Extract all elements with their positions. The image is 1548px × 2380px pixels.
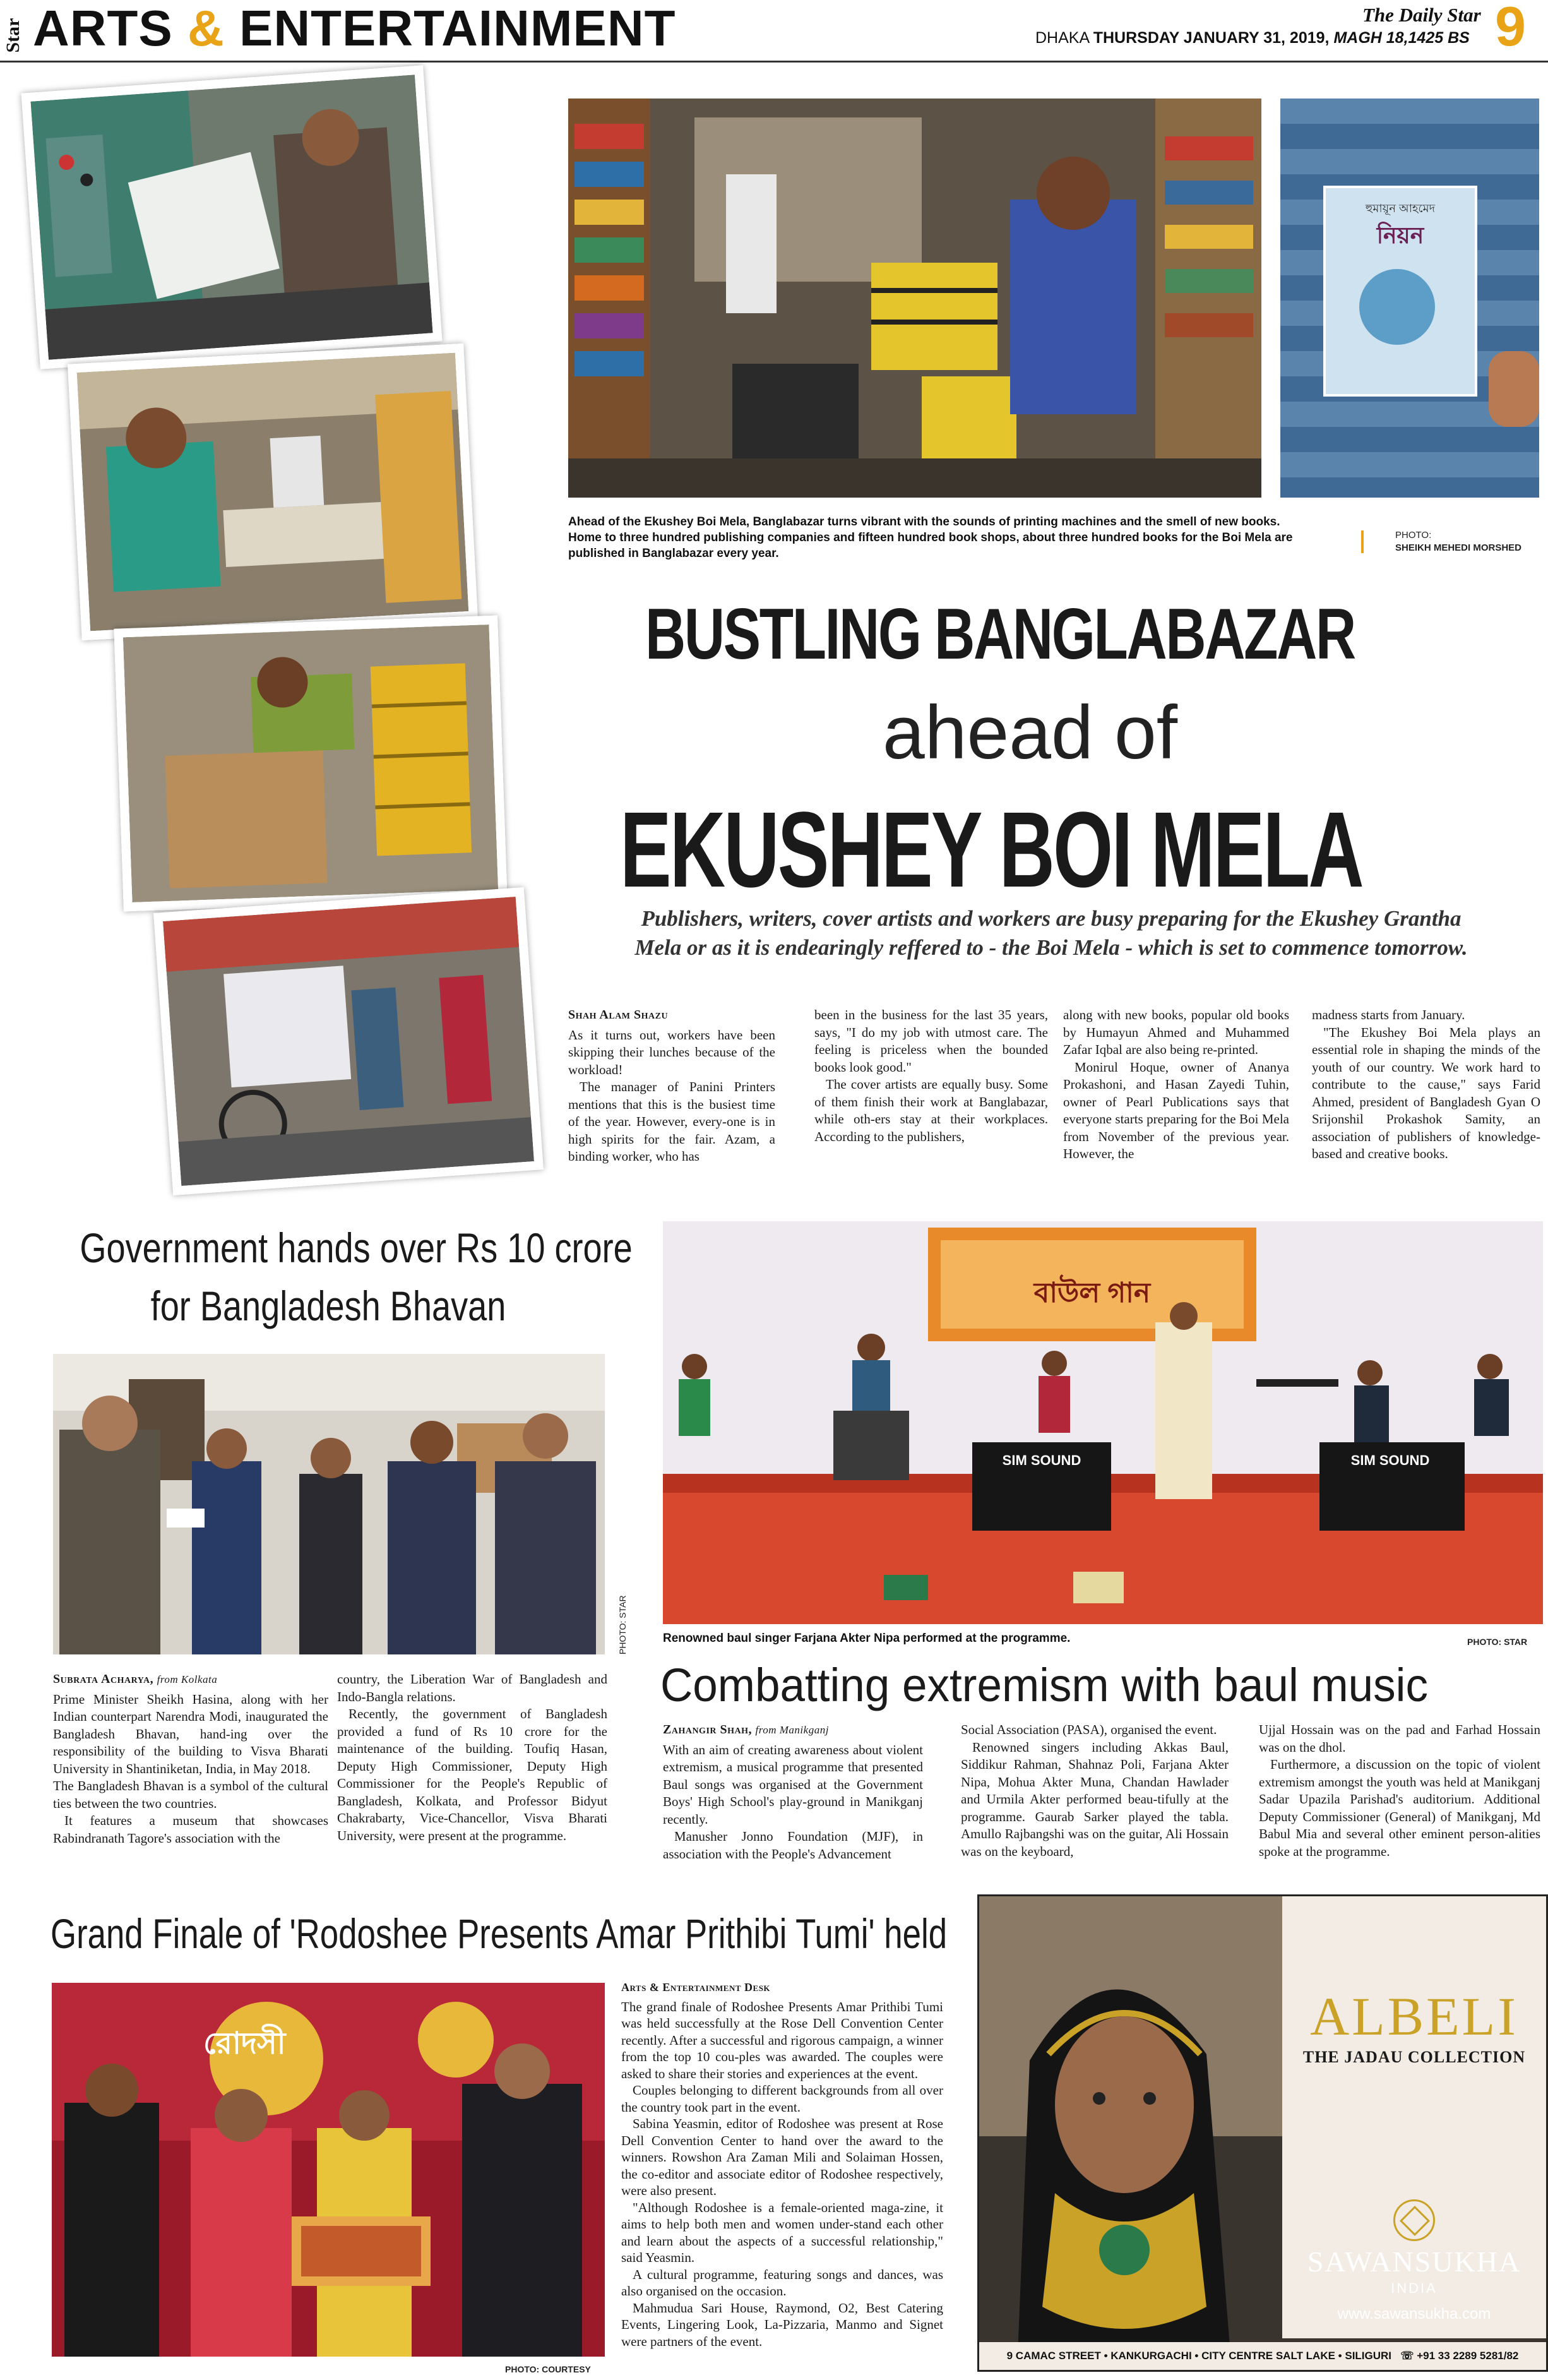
section-title: ARTS & ENTERTAINMENT xyxy=(33,0,676,56)
bhavan-photo-credit: PHOTO: STAR xyxy=(617,1595,628,1654)
ad-country: INDIA xyxy=(1391,2280,1438,2296)
sawansukha-ad[interactable] xyxy=(977,1894,1548,2372)
ad-company: SAWANSUKHA xyxy=(1307,2245,1521,2278)
baul-photo-credit: PHOTO: STAR xyxy=(1467,1637,1528,1647)
book-cover-author: হুমায়ূন আহমেদ xyxy=(1365,202,1436,215)
ad-website[interactable]: www.sawansukha.com xyxy=(1337,2305,1491,2323)
baul-body-col-3: Ujjal Hossain was on the pad and Farhad Hossain was on the dhol. Furthermore, a discussion on the topic of violent extremism amongst the youth was held at Manikganj Sadar Upazila Parishad's auditorium. Additional Deputy Commissioner (General) of Manikganj, Md Babul Mia and several other eminent person-alities spoke at the programme. xyxy=(1259,1722,1540,1859)
caption-divider xyxy=(1361,530,1364,553)
packing-books-photo xyxy=(114,616,507,912)
street-cart-photo xyxy=(153,887,544,1195)
book-cover-title: নিয়ন xyxy=(1376,222,1424,248)
bhavan-handover-photo xyxy=(53,1354,605,1654)
masthead xyxy=(0,0,1548,63)
rodoshee-headline: Grand Finale of 'Rodoshee Presents Amar Prithibi Tumi' held xyxy=(51,1910,948,1957)
phone-icon: ☏ xyxy=(1394,2350,1417,2362)
dateline: DHAKA THURSDAY JANUARY 31, 2019, MAGH 18,1425 BS xyxy=(1035,29,1470,47)
baul-photo-caption: Renowned baul singer Farjana Akter Nipa performed at the programme. xyxy=(663,1632,1071,1645)
speaker-label-left: SIM SOUND xyxy=(1002,1452,1081,1468)
ad-brand: ALBELI xyxy=(1310,1986,1518,2047)
lead-photo-caption: Ahead of the Ekushey Boi Mela, Banglabazar turns vibrant with the sounds of printing machines and the smell of new books. Home to three hundred publishing companies and fifteen hundred book shops, about three hundred books for the Boi Mela are published in Banglabazar every year. xyxy=(568,515,1293,560)
lead-body-col-2: been in the business for the last 35 years, says, "I do my job with utmost care. The feeling is priceless when the bounded books look good." The cover artists are equally busy. Some of them finish their work at Banglabazar, while oth-ers stay at their workplaces. According to the publishers, xyxy=(814,1007,1048,1144)
bhavan-body-col-2: country, the Liberation War of Bangladesh and Indo-Bangla relations. Recently, the government of Bangladesh provided a fund of Rs 10 crore for the maintenance of the building. Toufiq Hasan, Deputy High Commissioner, Deputy High Commissioner for the People's Republic of Bangladesh, Kolkata, and Professor Bidyut Chakrabarty, Vice-Chancellor, Visva Bharati University, were present at the programme. xyxy=(337,1671,607,1843)
ad-footer: 9 CAMAC STREET • KANKURGACHI • CITY CENTRE SALT LAKE • SILIGURI ☏ +91 33 2289 5281/82 xyxy=(979,2342,1546,2370)
paper-name: The Daily Star xyxy=(1362,4,1481,26)
banglabazar-shop-photo xyxy=(568,99,1261,498)
baul-headline: Combatting extremism with baul music xyxy=(660,1659,1428,1711)
lead-photo-credit: PHOTO: SHEIKH MEHEDI MORSHED xyxy=(1395,530,1522,553)
rodoshee-photo-credit: PHOTO: COURTESY xyxy=(505,2364,591,2374)
rodoshee-award-photo xyxy=(52,1983,605,2357)
book-cover-photo xyxy=(1280,99,1539,498)
bhavan-headline: Government hands over Rs 10 crore for Bangladesh Bhavan xyxy=(80,1224,633,1329)
lead-body-col-4: madness starts from January. "The Ekushey Boi Mela plays an essential role in shaping the minds of the youth of our country. We work hard to contribute to the cause," says Farid Ahmed, president of Bangladesh Gyan O Srijonshil Prokashok Samity, an association of publishers of knowledge-based and creative books. xyxy=(1312,1007,1540,1161)
page-number: 9 xyxy=(1495,0,1526,57)
lead-body-col-1: Shah Alam Shazu As it turns out, workers have been skipping their lunches because of the workload! The manager of Panini Printers mentions that this is the busiest time of the year. However, every-one is in high spirits for the fair. Azam, a binding worker, who has xyxy=(568,1008,775,1164)
printing-press-photo xyxy=(21,65,443,369)
rodoshee-photo-logo: রোদসী xyxy=(203,2027,286,2060)
lead-standfirst: Publishers, writers, cover artists and workers are busy preparing for the Ekushey Grantha Mela or as it is endearingly reffered to - the Boi Mela - which is set to commence tomorrow. xyxy=(634,906,1468,960)
rodoshee-body: Arts & Entertainment Desk The grand finale of Rodoshee Presents Amar Prithibi Tumi was held successfully at the Rose Dell Convention Center recently. After a successful and rigorous campaign, a winner from the top 10 cou-ples was awarded. The couples were asked to share their stories and experiences at the event. Couples belonging to different backgrounds from all over the country took part in the event. Sabina Yeasmin, editor of Rodoshee was present at Rose Dell Convention Center to hand over the award to the winners. Rowshon Ara Zaman Mili and Solaiman Hossen, the co-editor and associate editor of Rodoshee respectively, were also present. "Although Rodoshee is a female-oriented maga-zine, it aims to help both men and women under-stand each other and learn about the aspects of a successful relationship," said Yeasmin. A cultural programme, featuring songs and dances, was also organised on the occasion. Mahmudua Sari House, Raymond, O2, Best Catering Events, Lingering Look, La-Pizzaria, Manmo and Signet were partners of the event. xyxy=(621,1981,943,2349)
baul-body-col-2: Social Association (PASA), organised the event. Renowned singers including Akkas Baul, Siddikur Rahman, Shahnaz Poli, Farjana Akter Nipa, Mohua Akter Muna, Chandan Hawlader and Urmila Akter performed beau-tifully at the programme. Gaurab Sarker played the tabla. Amullo Rajbangshi was on the guitar, Ali Hossain was on the keyboard, xyxy=(961,1722,1229,1859)
baul-body-col-1: Zahangir Shah, from Manikganj With an aim of creating awareness about violent extremism, a musical programme that presented Baul songs was organised at the Government Boys' High School's play-ground in Manikganj recently. Manusher Jonno Foundation (MJF), in association with the People's Advancement xyxy=(663,1723,923,1862)
lead-headline-line1: BUSTLING BANGLABAZAR xyxy=(645,594,1355,674)
ad-emblem-icon xyxy=(1393,2199,1435,2241)
ad-tagline: THE JADAU COLLECTION xyxy=(1302,2048,1526,2066)
lead-body-col-3: along with new books, popular old books by Humayun Ahmed and Muhammed Zafar Iqbal are also being re-printed. Monirul Hoque, owner of Ananya Prokashoni, and Hasan Zayedi Tuhin, owner of Pearl Publications says that everyone starts preparing for the Boi Mela from November of the previous year. However, the xyxy=(1063,1007,1289,1161)
lead-headline-line2: ahead of xyxy=(883,690,1178,775)
star-logo: Star xyxy=(3,18,23,53)
speaker-label-right: SIM SOUND xyxy=(1350,1452,1430,1468)
binding-workers-photo xyxy=(68,344,478,640)
baul-banner-text: বাউল গান xyxy=(1033,1277,1151,1308)
lead-headline-line3: EKUSHEY BOI MELA xyxy=(620,790,1362,910)
baul-stage-photo xyxy=(663,1221,1543,1624)
masthead-rule xyxy=(0,61,1548,63)
bhavan-body-col-1: Subrata Acharya, from Kolkata Prime Minister Sheikh Hasina, along with her Indian counterpart Narendra Modi, inaugurated the Bangladesh Bhavan, hand-ing over the responsibility of the building to Visva Bharati University in Shantiniketan, India, in May 2018. The Bangladesh Bhavan is a symbol of the cultural ties between the two countries. It features a museum that showcases Rabindranath Tagore's association with the xyxy=(53,1672,328,1846)
